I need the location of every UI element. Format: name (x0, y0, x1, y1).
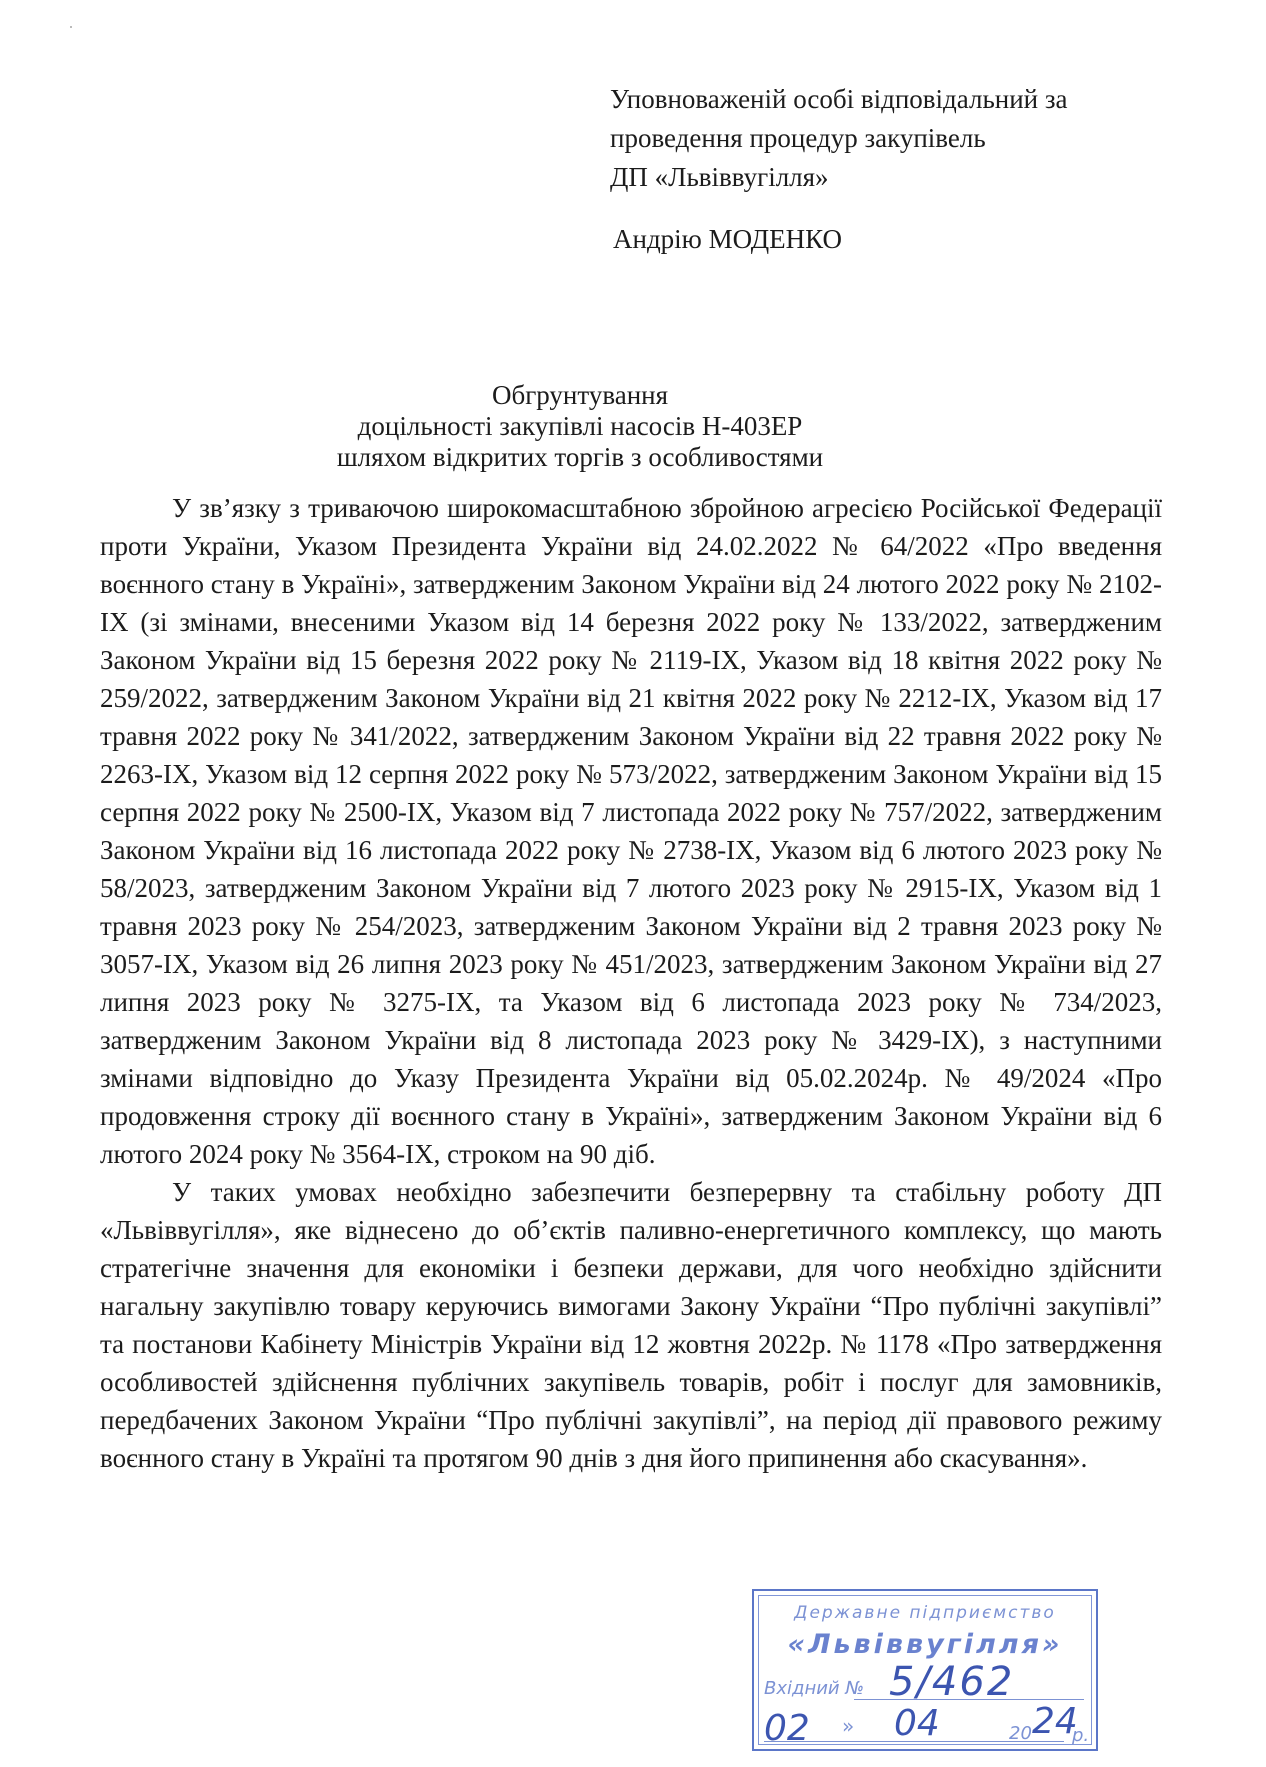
addressee-line: ДП «Львіввугілля» (610, 162, 829, 192)
stamp-date-dot: » (842, 1714, 855, 1738)
stamp-year-suffix: р. (1072, 1725, 1090, 1746)
title-line-2: доцільності закупівлі насосів Н-403ЕР (357, 411, 803, 441)
body-paragraph-1: У зв’язку з триваючою широкомасштабною збройною агресією Російської Федерації проти України, Указом Президента України від 24.02.2022 № 64/2022 «Про введення воєнного стану в Україні», затвердженим Законом України від 24 лютого 2022 року № 2102-IX (зі змінами, внесеними Указом від 14 березня 2022 року № 133/2022, затвердженим Законом України від 15 березня 2022 року № 2119-IX, Указом від 18 квітня 2022 року № 259/2022, затвердженим Законом України від 21 квітня 2022 року № 2212-IX, Указом від 17 травня 2022 року № 341/2022, затвердженим Законом України від 22 травня 2022 року № 2263-IX, Указом від 12 серпня 2022 року № 573/2022, затвердженим Законом України від 15 серпня 2022 року № 2500-IX, Указом від 7 листопада 2022 року № 757/2022, затвердженим Законом України від 16 листопада 2022 року № 2738-IX, Указом від 6 лютого 2023 року № 58/2023, затвердженим Законом України від 7 лютого 2023 року № 2915-IX, Указом від 1 травня 2023 року № 254/2023, затвердженим Законом України від 2 травня 2023 року № 3057-IX, Указом від 26 липня 2023 року № 451/2023, затвердженим Законом України від 27 липня 2023 року № 3275-IX, та Указом від 6 листопада 2023 року № 734/2023, затвердженим Законом України від 8 листопада 2023 року № 3429-IX), з наступними змінами відповідно до Указу Президента України від 05.02.2024р. № 49/2024 «Про продовження строку дії воєнного стану в Україні», затвердженим Законом України від 6 лютого 2024 року № 3564-IX, строком на 90 діб. (100, 493, 1162, 1169)
stamp-incoming-number: 5/462 (889, 1659, 1015, 1705)
addressee-line: проведення процедур закупівель (610, 123, 986, 153)
title-line-1: Обгрунтування (491, 380, 669, 410)
stamp-org-type: Державне підприємство (794, 1603, 1056, 1623)
stamp-month: 04 (894, 1703, 940, 1744)
stamp-org-name: «Львіввугілля» (787, 1629, 1063, 1660)
title-line-3: шляхом відкритих торгів з особливостями (336, 442, 824, 472)
addressee-line: Уповноваженій особі відповідальний за (610, 84, 1068, 114)
stamp-year-prefix: 20 (1009, 1723, 1032, 1744)
addressee-block (610, 80, 1170, 259)
document-title (300, 380, 860, 473)
addressee-name: Андрію МОДЕНКО (613, 224, 843, 254)
stamp-year: 24 (1032, 1701, 1078, 1742)
document-body (100, 489, 1162, 1477)
scan-speck (70, 26, 72, 28)
stamp-incoming-label: Вхідний № (764, 1678, 865, 1699)
stamp-day: 02 (764, 1708, 810, 1749)
incoming-registration-stamp (752, 1589, 1098, 1751)
body-paragraph-2: У таких умовах необхідно забезпечити безперервну та стабільну роботу ДП «Львіввугілля», яке віднесено до об’єктів паливно-енергетичного комплексу, що мають стратегічне значення для економіки і безпеки держави, для чого необхідно здійснити нагальну закупівлю товару керуючись вимогами Закону України “Про публічні закупівлі” та постанови Кабінету Міністрів України від 12 жовтня 2022р. № 1178 «Про затвердження особливостей здійснення публічних закупівель товарів, робіт і послуг для замовників, передбачених Законом України “Про публічні закупівлі”, на період дії правового режиму воєнного стану в Україні та протягом 90 днів з дня його припинення або скасування». (100, 1177, 1162, 1473)
